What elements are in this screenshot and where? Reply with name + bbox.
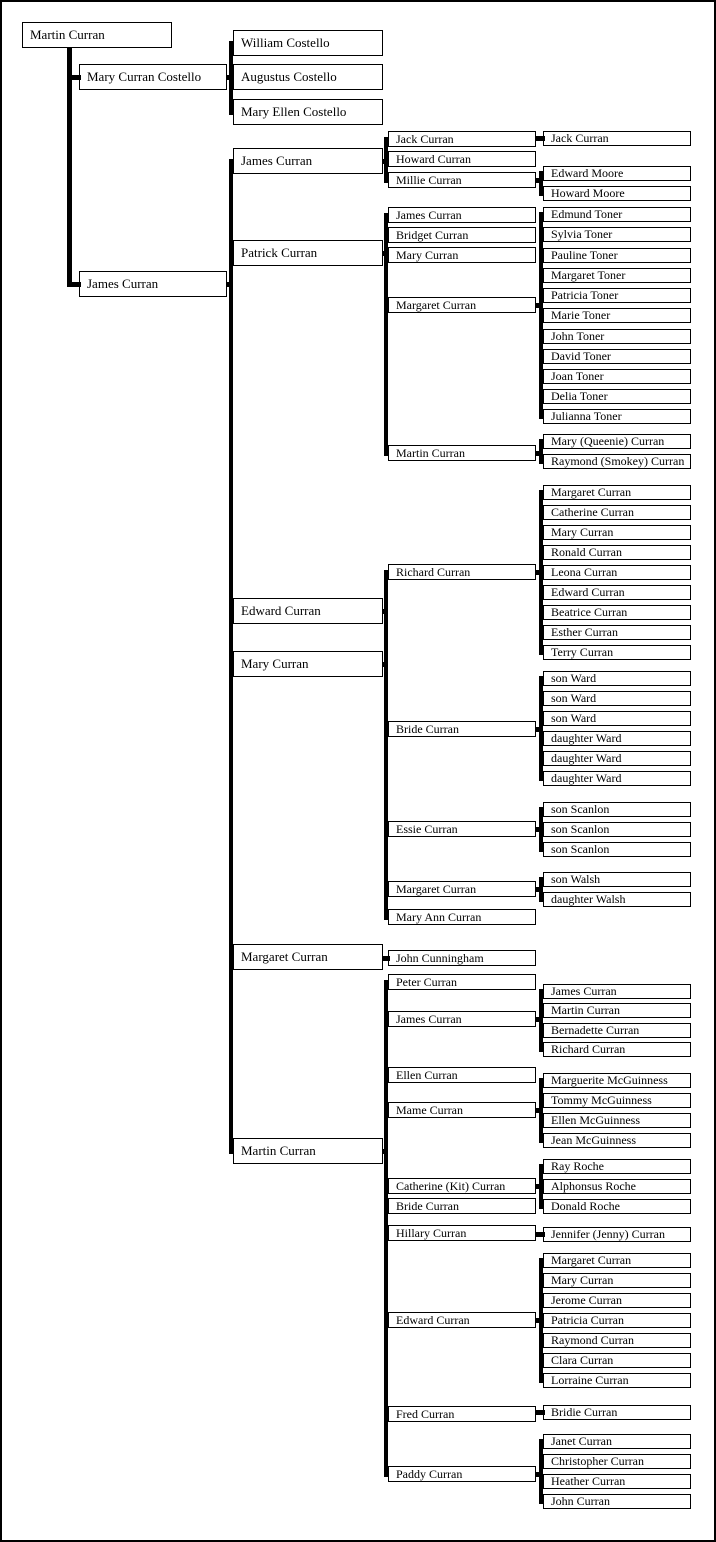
person-box [388,821,536,837]
person-name: son Scanlon [551,842,610,856]
parent-connector-line [535,1184,543,1189]
person-name: Fred Curran [396,1407,455,1421]
person-name: Donald Roche [551,1199,620,1213]
person-box [543,1159,691,1174]
parent-connector-line [535,1108,543,1113]
parent-connector-line [382,662,388,667]
person-name: James Curran [396,1012,462,1026]
person-name: Marie Toner [551,308,611,322]
person-box [388,1102,536,1118]
person-box [543,1313,691,1328]
person-name: Bride Curran [396,722,459,736]
person-box [543,248,691,263]
person-box [543,1133,691,1148]
person-box [543,1454,691,1469]
person-name: Edward Moore [551,166,624,180]
person-box [543,892,691,907]
person-name: daughter Ward [551,731,622,745]
person-box [388,721,536,737]
person-name: Jerome Curran [551,1293,622,1307]
person-name: Ellen McGuinness [551,1113,640,1127]
person-box [543,691,691,706]
person-name: daughter Ward [551,771,622,785]
person-name: daughter Walsh [551,892,626,906]
sibling-bracket-line [384,213,388,456]
person-name: Richard Curran [551,1042,626,1056]
person-box [543,434,691,449]
parent-connector-line [535,1318,543,1323]
person-box [543,1293,691,1308]
person-box [543,369,691,384]
person-box [388,297,536,313]
person-box [543,842,691,857]
person-name: Mary Curran [551,1273,614,1287]
person-name: Bernadette Curran [551,1023,640,1037]
person-name: Lorraine Curran [551,1373,629,1387]
person-name: Margaret Curran [551,485,632,499]
parent-connector-line [535,827,543,832]
person-name: Bridie Curran [551,1405,618,1419]
person-box [543,268,691,283]
parent-connector-line [535,178,543,183]
person-name: Margaret Curran [396,882,477,896]
parent-connector-line [382,251,388,256]
parent-connector-line [535,303,543,308]
person-box [388,445,536,461]
person-box [233,148,383,174]
person-box [22,22,172,48]
person-name: Paddy Curran [396,1467,463,1481]
person-box [543,308,691,323]
person-box [388,1198,536,1214]
parent-connector-line [226,282,233,287]
person-name: Bridget Curran [396,228,469,242]
person-name: son Ward [551,691,597,705]
person-box [543,1253,691,1268]
person-box [543,1373,691,1388]
person-name: Margaret Curran [551,1253,632,1267]
person-box [543,565,691,580]
person-box [543,984,691,999]
person-box [388,1178,536,1194]
person-box [543,485,691,500]
person-box [543,1273,691,1288]
child-connector-line [535,136,545,141]
person-box [543,711,691,726]
person-box [388,151,536,167]
parent-connector-line [382,1149,388,1154]
person-name: Mary Curran [396,248,459,262]
person-box [233,99,383,125]
person-name: Martin Curran [241,1143,316,1158]
person-name: Ellen Curran [396,1068,458,1082]
person-box [543,1474,691,1489]
person-box [233,1138,383,1164]
person-name: Millie Curran [396,173,462,187]
person-name: son Walsh [551,872,601,886]
person-name: Raymond Curran [551,1333,634,1347]
person-name: Jack Curran [551,131,609,145]
person-box [388,1225,536,1241]
person-name: Beatrice Curran [551,605,628,619]
person-box [543,751,691,766]
person-box [543,671,691,686]
person-name: Howard Curran [396,152,471,166]
person-box [543,329,691,344]
person-box [543,1093,691,1108]
person-name: Patrick Curran [241,245,318,260]
person-box [79,271,227,297]
person-name: Jennifer (Jenny) Curran [551,1227,665,1241]
person-name: Martin Curran [551,1003,620,1017]
person-name: Christopher Curran [551,1454,644,1468]
person-box [543,454,691,469]
person-name: Jack Curran [396,132,454,146]
person-box [543,1073,691,1088]
person-name: Howard Moore [551,186,625,200]
person-box [543,545,691,560]
person-box [543,1227,691,1242]
person-name: Richard Curran [396,565,471,579]
person-name: Edward Curran [551,585,625,599]
person-box [388,974,536,990]
parent-connector-line [535,887,543,892]
person-name: Margaret Curran [241,949,328,964]
person-box [543,1042,691,1057]
person-name: John Toner [551,329,605,343]
person-name: Mary Ellen Costello [241,104,347,119]
parent-connector-line [535,570,543,575]
person-name: Alphonsus Roche [551,1179,636,1193]
person-name: Heather Curran [551,1474,626,1488]
person-name: John Curran [551,1494,610,1508]
person-name: Pauline Toner [551,248,618,262]
person-name: James Curran [396,208,462,222]
person-box [543,1405,691,1420]
child-connector-line [535,1232,545,1237]
person-box [388,131,536,147]
parent-connector-line [226,75,233,80]
person-box [543,207,691,222]
person-box [543,131,691,146]
person-box [543,1113,691,1128]
person-box [388,207,536,223]
child-connector-line [382,956,390,961]
person-name: Catherine Curran [551,505,634,519]
person-box [543,771,691,786]
sibling-bracket-line [384,980,388,1477]
person-name: Martin Curran [30,27,105,42]
person-box [543,288,691,303]
parent-connector-line [535,451,543,456]
person-name: Margaret Toner [551,268,626,282]
person-name: son Scanlon [551,822,610,836]
person-name: son Scanlon [551,802,610,816]
person-box [543,1023,691,1038]
parent-connector-line [382,609,388,614]
person-name: Augustus Costello [241,69,337,84]
person-box [388,1067,536,1083]
person-box [388,1312,536,1328]
person-name: Raymond (Smokey) Curran [551,454,685,468]
person-box [543,389,691,404]
person-name: Essie Curran [396,822,458,836]
person-box [543,605,691,620]
person-box [543,409,691,424]
person-box [79,64,227,90]
person-box [233,651,383,677]
person-name: John Cunningham [396,951,484,965]
person-box [543,1179,691,1194]
person-box [543,625,691,640]
person-name: Mary (Queenie) Curran [551,434,665,448]
person-box [388,950,536,966]
person-box [543,525,691,540]
person-name: Janet Curran [551,1434,612,1448]
person-name: David Toner [551,349,611,363]
person-box [233,240,383,266]
person-name: James Curran [551,984,617,998]
person-box [543,1003,691,1018]
person-box [233,64,383,90]
person-name: James Curran [241,153,313,168]
child-connector-line [67,75,81,80]
person-name: Hillary Curran [396,1226,467,1240]
person-name: Catherine (Kit) Curran [396,1179,506,1193]
person-name: son Ward [551,711,597,725]
person-name: Patricia Toner [551,288,619,302]
person-box [233,598,383,624]
sibling-bracket-line [384,570,388,920]
person-name: Bride Curran [396,1199,459,1213]
person-name: Sylvia Toner [551,227,613,241]
person-box [388,227,536,243]
parent-connector-line [535,727,543,732]
person-name: Patricia Curran [551,1313,624,1327]
parent-connector-line [535,1017,543,1022]
person-name: Peter Curran [396,975,457,989]
person-box [543,166,691,181]
person-box [543,1494,691,1509]
person-name: Mary Curran [241,656,309,671]
person-box [543,1353,691,1368]
person-name: Edward Curran [241,603,321,618]
person-box [388,881,536,897]
person-name: Ray Roche [551,1159,604,1173]
person-name: Esther Curran [551,625,618,639]
person-name: Tommy McGuinness [551,1093,652,1107]
sibling-bracket-line [539,212,543,419]
parent-connector-line [535,1472,543,1477]
person-name: Clara Curran [551,1353,614,1367]
person-box [543,822,691,837]
person-name: Marguerite McGuinness [551,1073,668,1087]
person-box [543,186,691,201]
parent-connector-line [382,159,388,164]
person-name: Mame Curran [396,1103,463,1117]
person-name: Mary Ann Curran [396,910,482,924]
person-box [543,645,691,660]
person-name: Jean McGuinness [551,1133,636,1147]
person-name: Martin Curran [396,446,465,460]
person-name: James Curran [87,276,159,291]
person-box [543,349,691,364]
person-name: Terry Curran [551,645,614,659]
person-name: Margaret Curran [396,298,477,312]
person-box [388,1466,536,1482]
person-box [543,227,691,242]
person-box [233,30,383,56]
person-name: Mary Curran [551,525,614,539]
person-name: Joan Toner [551,369,604,383]
person-name: Mary Curran Costello [87,69,202,84]
sibling-bracket-line [539,171,543,196]
person-name: Edmund Toner [551,207,623,221]
person-box [543,1333,691,1348]
person-box [388,1406,536,1422]
person-box [388,909,536,925]
person-name: Leona Curran [551,565,618,579]
person-box [388,564,536,580]
person-box [543,731,691,746]
person-box [388,1011,536,1027]
person-name: Ronald Curran [551,545,622,559]
person-box [233,944,383,970]
person-box [543,802,691,817]
person-name: William Costello [241,35,330,50]
person-box [543,1199,691,1214]
person-box [543,585,691,600]
person-name: Julianna Toner [551,409,622,423]
child-connector-line [535,1410,545,1415]
child-connector-line [67,282,81,287]
person-box [388,172,536,188]
person-name: Delia Toner [551,389,608,403]
person-box [543,872,691,887]
sibling-bracket-line [229,159,233,1154]
person-box [388,247,536,263]
person-name: son Ward [551,671,597,685]
person-box [543,1434,691,1449]
person-box [543,505,691,520]
person-name: Edward Curran [396,1313,470,1327]
descent-trunk-line [67,48,72,287]
person-name: daughter Ward [551,751,622,765]
